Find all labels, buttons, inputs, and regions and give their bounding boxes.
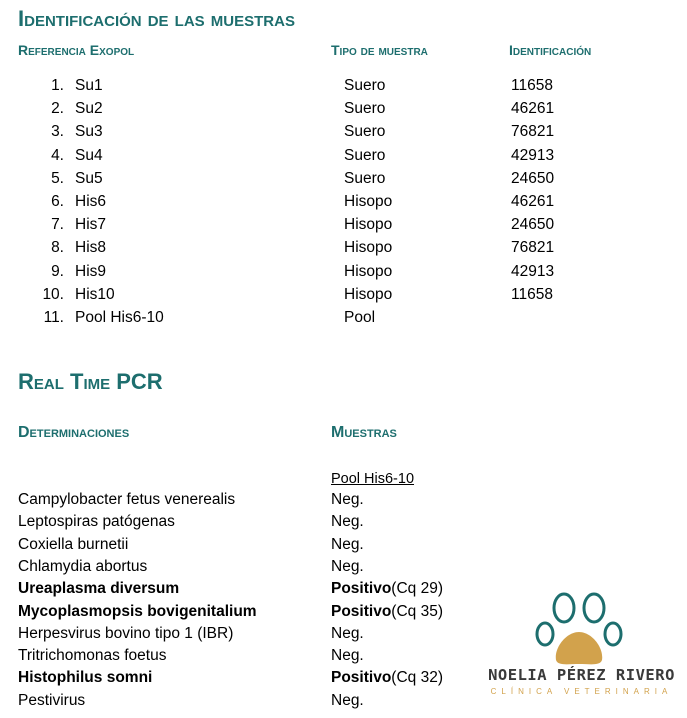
determination-name: Coxiella burnetii (18, 535, 129, 553)
sample-number: 3. (51, 123, 64, 141)
sample-identification: 42913 (511, 146, 555, 164)
determination-result (331, 603, 443, 621)
paw-toe (537, 623, 553, 645)
determination-result (331, 536, 364, 554)
result-value: Neg. (331, 691, 364, 709)
determination-name: Chlamydia abortus (18, 557, 148, 575)
sample-row (0, 309, 687, 332)
sample-identification: 11658 (511, 285, 553, 303)
sample-row (0, 263, 687, 286)
result-cq: (Cq 32) (391, 669, 443, 687)
paw-toe (554, 594, 574, 622)
pcr-row (0, 558, 687, 580)
determination-result (331, 513, 364, 531)
sample-reference: Su4 (75, 146, 103, 164)
sample-reference: Su5 (75, 169, 103, 187)
result-cq: (Cq 35) (391, 602, 443, 620)
column-header-tipo: Tipo de muestra (331, 42, 428, 58)
result-value: Positivo (331, 580, 392, 598)
result-value: Neg. (331, 624, 364, 642)
sample-number: 2. (51, 100, 64, 118)
pcr-row (0, 491, 687, 513)
result-value: Neg. (331, 535, 364, 553)
sample-row (0, 286, 687, 309)
determination-result (331, 625, 364, 643)
sample-type: Hisopo (344, 193, 393, 210)
sample-row (0, 193, 687, 216)
sample-identification: 42913 (511, 262, 555, 280)
sample-type: Suero (344, 100, 386, 118)
pcr-row (0, 536, 687, 558)
sample-type: Pool (344, 309, 376, 326)
sample-row (0, 216, 687, 239)
determination-name: Leptospiras patógenas (18, 513, 175, 531)
determination-name: Herpesvirus bovino tipo 1 (IBR) (18, 624, 234, 642)
determination-name: Campylobacter fetus venerealis (18, 491, 236, 508)
sample-type: Hisopo (344, 239, 393, 257)
clinic-name: NOELIA PÉREZ RIVERO (488, 666, 675, 684)
sample-number: 4. (51, 146, 64, 164)
sample-reference: Pool His6-10 (75, 309, 164, 326)
sample-type: Hisopo (344, 285, 393, 303)
sample-number: 9. (51, 262, 64, 280)
sample-identification: 76821 (511, 239, 555, 257)
determination-name: Pestivirus (18, 691, 86, 709)
sample-row (0, 77, 687, 100)
determination-result (331, 669, 443, 687)
column-header-identificacion: Identificación (509, 42, 592, 58)
sample-reference: Su1 (75, 77, 103, 94)
paw-toe (584, 594, 604, 622)
sample-row (0, 100, 687, 123)
paw-pad (556, 632, 602, 664)
determination-result (331, 692, 364, 710)
determination-name: Tritrichomonas foetus (18, 647, 167, 665)
sample-number: 5. (51, 169, 64, 187)
section-title-identificacion: Identificación de las muestras (18, 6, 295, 31)
paw-icon (484, 590, 679, 666)
sample-number: 1. (51, 77, 64, 94)
result-cq: (Cq 29) (391, 580, 443, 598)
result-value: Positivo (331, 669, 392, 687)
clinic-logo (484, 590, 679, 710)
sample-reference: Su2 (75, 100, 103, 118)
determination-result (331, 491, 364, 509)
sample-type: Hisopo (344, 216, 393, 234)
sample-number: 8. (51, 239, 64, 257)
sample-number: 11. (43, 309, 64, 326)
sample-reference: His6 (75, 193, 107, 210)
sample-row (0, 170, 687, 193)
determination-result (331, 558, 364, 576)
determination-result (331, 580, 443, 598)
result-value: Neg. (331, 647, 364, 665)
sample-type: Suero (344, 77, 386, 94)
sample-type: Hisopo (344, 262, 393, 280)
pcr-row (0, 513, 687, 535)
determination-name: Mycoplasmopsis bovigenitalium (18, 602, 257, 620)
sample-identification: 46261 (511, 100, 555, 118)
determination-name: Histophilus somni (18, 669, 153, 687)
determination-result (331, 647, 364, 665)
column-header-determinaciones: Determinaciones (18, 424, 130, 441)
sample-row (0, 123, 687, 146)
determination-name: Ureaplasma diversum (18, 580, 180, 598)
sample-number: 6. (51, 193, 64, 210)
sample-type: Suero (344, 123, 386, 141)
sample-row (0, 239, 687, 262)
paw-toe (605, 623, 621, 645)
sample-number: 10. (42, 285, 64, 303)
sample-identification: 24650 (511, 216, 555, 234)
clinic-subtitle: CLÍNICA VETERINARIA (490, 687, 673, 696)
sample-type: Suero (344, 169, 386, 187)
sample-reference: Su3 (75, 123, 103, 141)
sample-reference: His8 (75, 239, 107, 257)
sample-identification: 76821 (511, 123, 555, 141)
result-value: Neg. (331, 513, 364, 531)
section-title-pcr: Real Time PCR (18, 369, 163, 394)
sample-reference: His9 (75, 262, 107, 280)
sample-identification: 11658 (511, 77, 553, 94)
result-value: Neg. (331, 557, 364, 575)
result-value: Positivo (331, 602, 392, 620)
sample-reference: His10 (75, 285, 115, 303)
column-header-referencia: Referencia Exopol (18, 42, 135, 58)
column-header-muestras: Muestras (331, 424, 397, 441)
pool-sample-label: Pool His6-10 (331, 471, 415, 487)
sample-reference: His7 (75, 216, 107, 234)
sample-row (0, 147, 687, 170)
result-value: Neg. (331, 491, 364, 508)
sample-identification: 24650 (511, 169, 555, 187)
sample-number: 7. (51, 216, 64, 234)
sample-type: Suero (344, 146, 386, 164)
sample-identification: 46261 (511, 193, 555, 210)
